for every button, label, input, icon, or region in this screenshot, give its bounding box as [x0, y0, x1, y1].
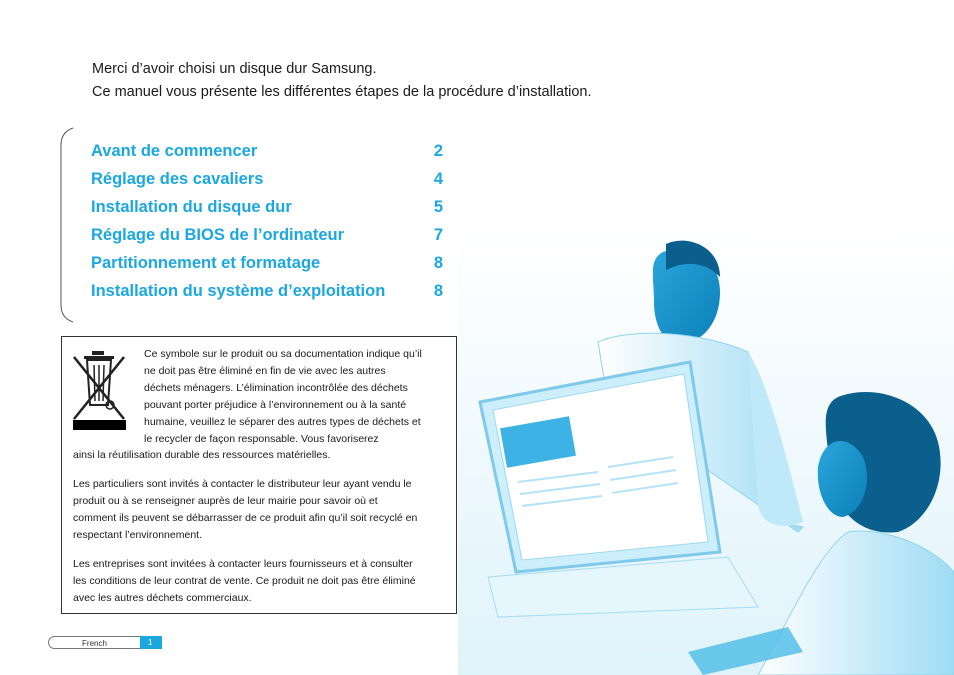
notice-line: pouvant porter préjudice à l’environnement ou à la santé: [144, 399, 407, 411]
toc-bracket-decoration: [60, 127, 74, 323]
toc-item-page: 2: [433, 142, 443, 160]
toc-item-title: Réglage du BIOS de l’ordinateur: [91, 226, 345, 244]
intro-text: [92, 58, 592, 104]
crossed-out-wheelie-bin-icon: [72, 349, 126, 431]
notice-line: Les entreprises sont invitées à contacter leurs fournisseurs et à consulter: [73, 558, 413, 570]
notice-line: respectant l’environnement.: [73, 529, 202, 541]
toc-item-title: Installation du disque dur: [91, 198, 292, 216]
notice-line: Ce symbole sur le produit ou sa documentation indique qu’il: [144, 348, 422, 360]
toc-item-title: Partitionnement et formatage: [91, 254, 321, 272]
table-of-contents: [91, 142, 443, 310]
notice-line: produit ou à se renseigner auprès de leur mairie pour savoir où et: [73, 495, 378, 507]
notice-line: les conditions de leur contrat de vente. Ce produit ne doit pas être éliminé: [73, 575, 416, 587]
notice-paragraph-1-end: ainsi la réutilisation durable des ressources matérielles.: [73, 449, 331, 461]
toc-item-partitionnement[interactable]: [91, 254, 443, 282]
toc-item-avant-de-commencer[interactable]: [91, 142, 443, 170]
toc-item-page: 8: [433, 282, 443, 300]
toc-item-reglage-bios[interactable]: [91, 226, 443, 254]
toc-item-title: Réglage des cavaliers: [91, 170, 264, 188]
toc-item-title: Installation du système d’exploitation: [91, 282, 386, 300]
notice-paragraph-3: [73, 556, 453, 607]
intro-line-1: Merci d’avoir choisi un disque dur Samsung.: [92, 61, 377, 77]
toc-item-title: Avant de commencer: [91, 142, 258, 160]
notice-line: le recycler de façon responsable. Vous favoriserez: [144, 433, 379, 445]
toc-item-page: 4: [433, 170, 443, 188]
people-with-monitor-photo: [458, 232, 954, 675]
intro-line-2: Ce manuel vous présente les différentes étapes de la procédure d’installation.: [92, 84, 592, 100]
toc-item-page: 5: [433, 198, 443, 216]
toc-item-page: 8: [433, 254, 443, 272]
toc-item-installation-disque[interactable]: [91, 198, 443, 226]
weee-disposal-notice: [61, 336, 457, 614]
toc-item-reglage-cavaliers[interactable]: [91, 170, 443, 198]
toc-item-installation-systeme[interactable]: [91, 282, 443, 310]
toc-item-page: 7: [433, 226, 443, 244]
footer-language-label: French: [48, 636, 140, 649]
notice-paragraph-2: [73, 476, 453, 544]
notice-line: ne doit pas être éliminé en fin de vie avec les autres: [144, 365, 386, 377]
notice-paragraph-1: [144, 346, 450, 448]
notice-line: humaine, veuillez le séparer des autres types de déchets et: [144, 416, 421, 428]
notice-line: avec les autres déchets commerciaux.: [73, 592, 252, 604]
notice-line: comment ils peuvent se débarrasser de ce produit afin qu’il soit recyclé en: [73, 512, 418, 524]
notice-line: Les particuliers sont invités à contacter le distributeur leur ayant vendu le: [73, 478, 412, 490]
footer-page-number: 1: [140, 636, 162, 649]
notice-line: déchets ménagers. L’élimination incontrôlée des déchets: [144, 382, 408, 394]
